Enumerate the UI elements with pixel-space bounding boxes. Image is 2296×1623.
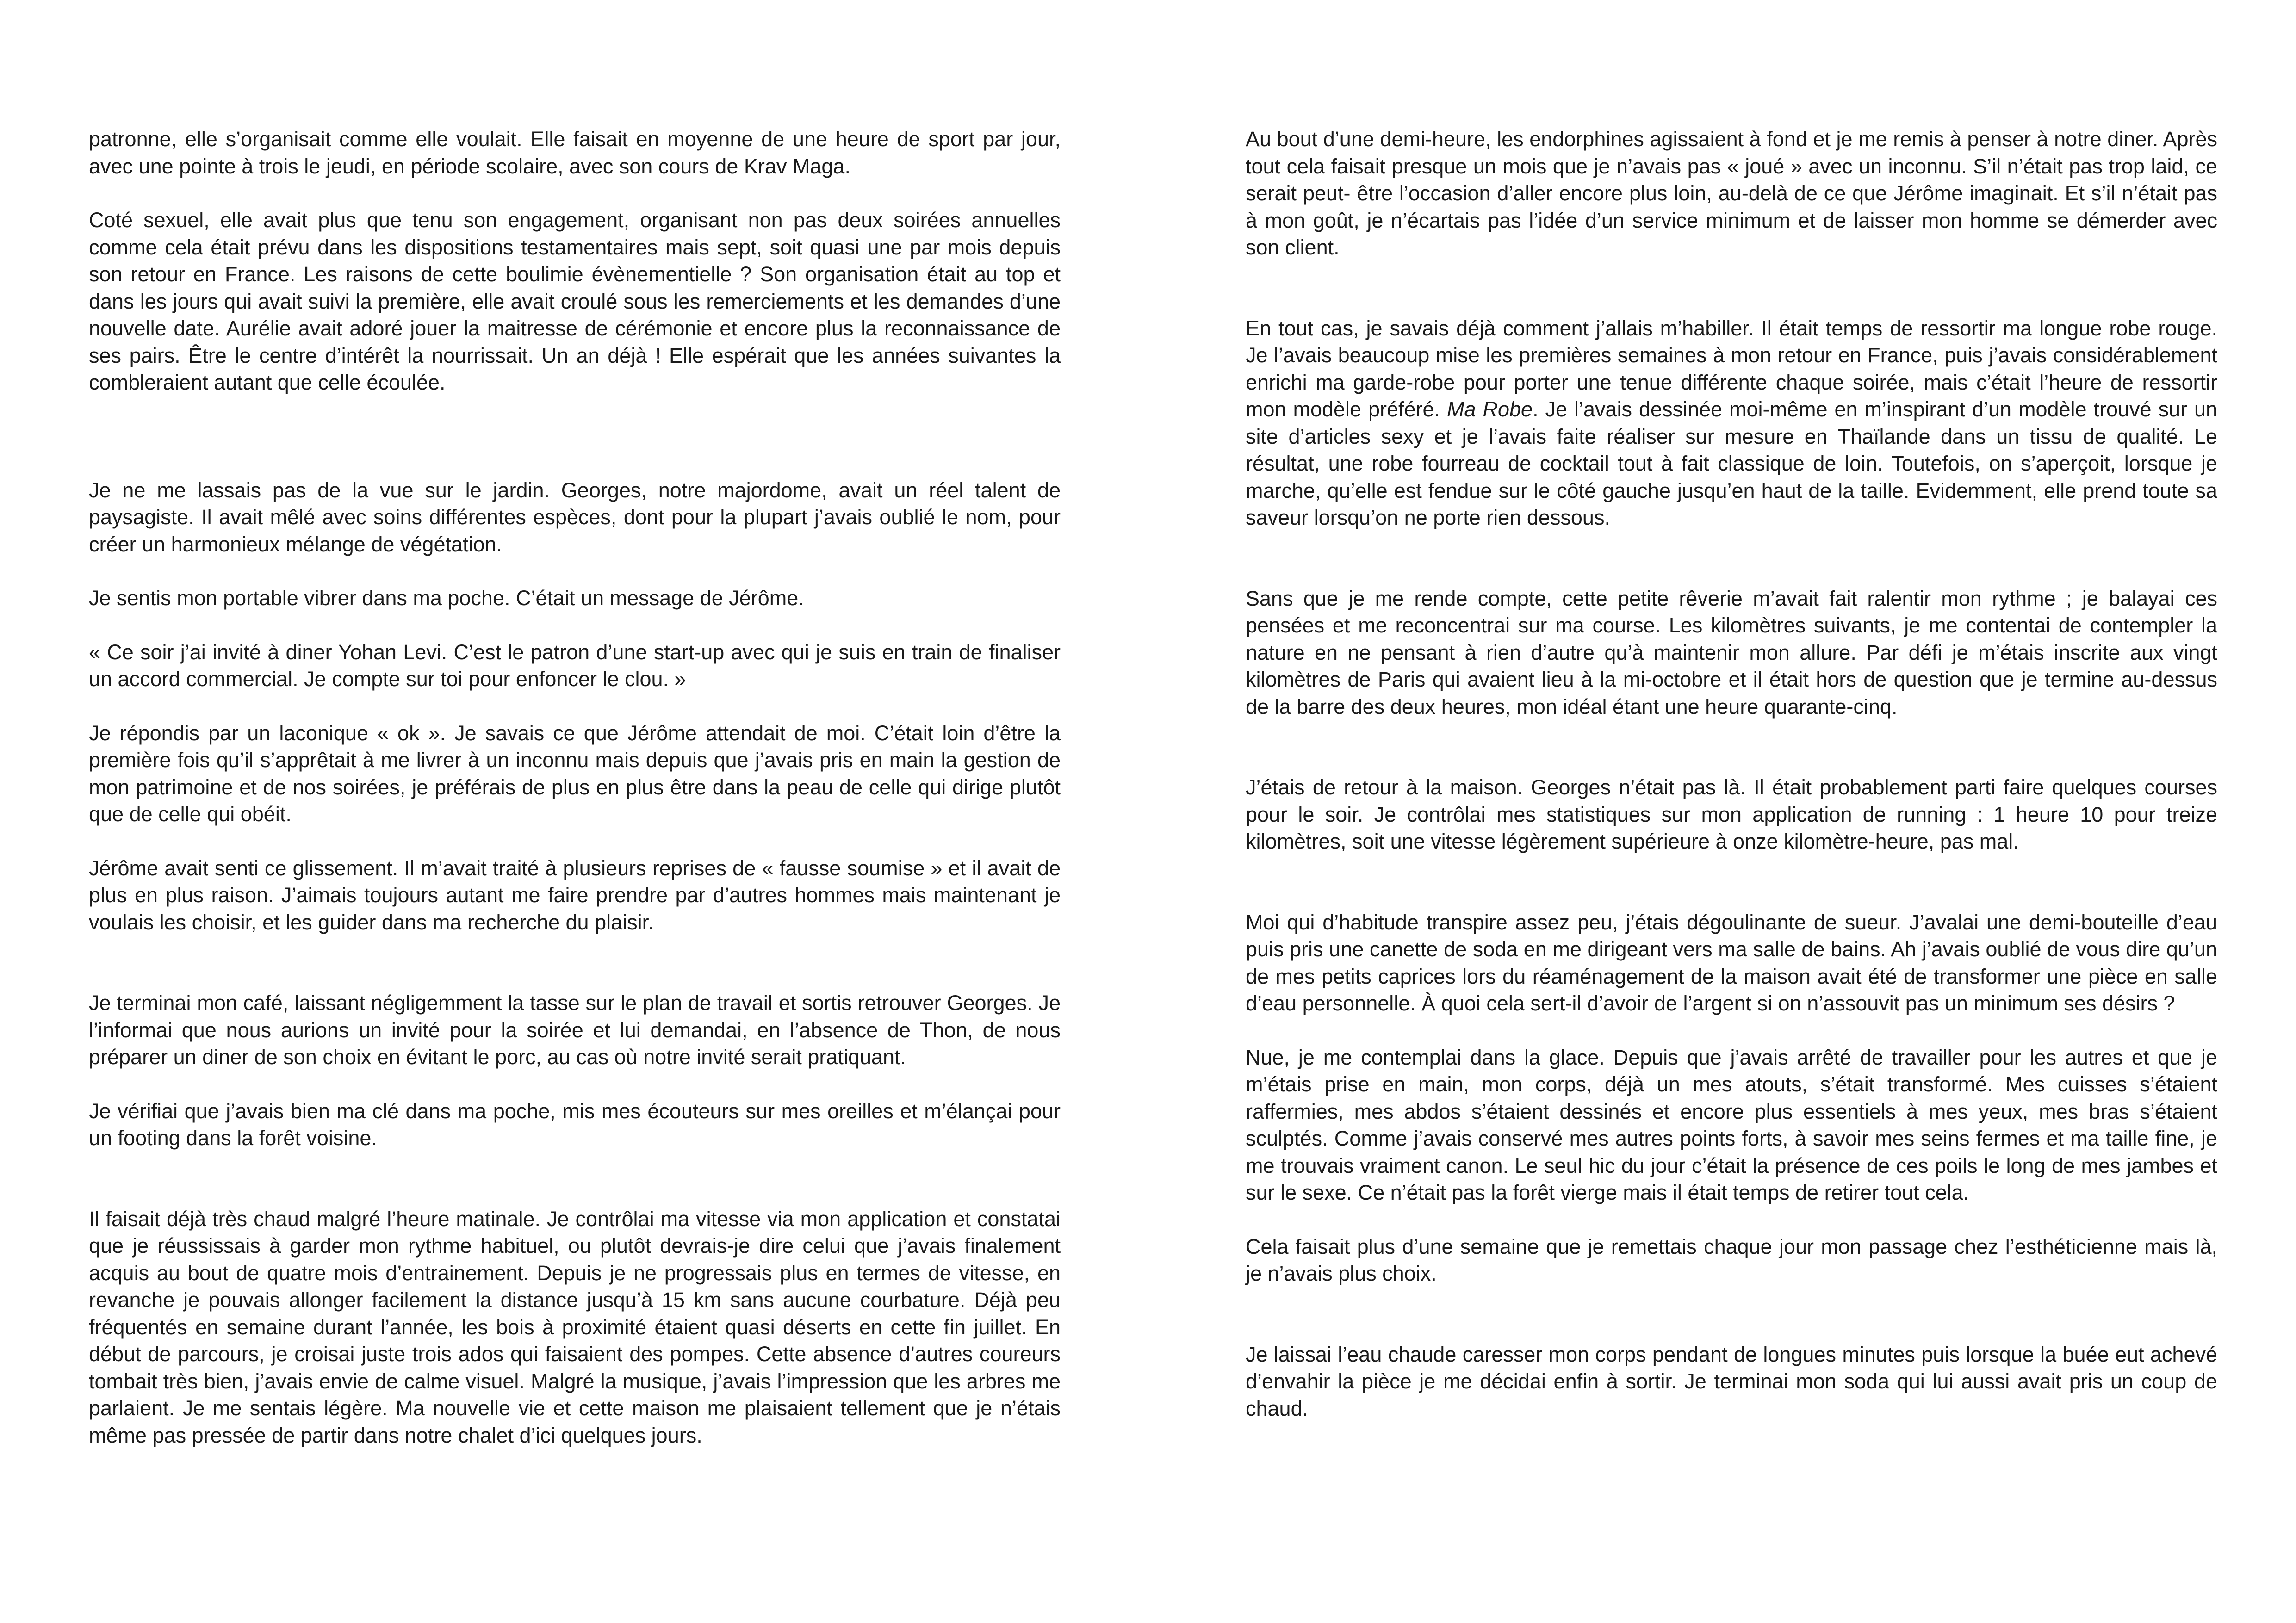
paragraph: Coté sexuel, elle avait plus que tenu son engagement, organisant non pas deux soirées annuelles comme cela était prévu dans les dispositions testamentaires mais sept, soit quasi une par mois depuis son retour en France. Les raisons de cette boulimie évènementielle ? Son organisation était au top et dans les jours qui avait suivi la première, elle avait croulé sous les remerciements et les demandes d’une nouvelle date. Aurélie avait adoré jouer la maitresse de cérémonie et encore plus la reconnaissance de ses pairs. Être le centre d’intérêt la nourrissait. Un an déjà ! Elle espérait que les années suivantes la combleraient autant que celle écoulée. bbox=[89, 208, 1061, 394]
paragraph: Jérôme avait senti ce glissement. Il m’avait traité à plusieurs reprises de « fausse soumise » et il avait de plus en plus raison. J’aimais toujours autant me faire prendre par d’autres hommes mais maintenant je voulais les choisir, et les guider dans ma recherche du plaisir. bbox=[89, 856, 1061, 934]
paragraph-text: En tout cas, je savais déjà comment j’allais m’habiller. Il était temps de ressortir ma longue robe rouge. Je l’avais beaucoup mise les premières semaines à mon retour en France, puis j’avais considérablement enrichi ma garde-robe pour porter une tenue différente chaque soirée, mais c’était l’heure de ressortir mon modèle préféré. bbox=[1246, 316, 2217, 421]
paragraph-text: . Je l’avais dessinée moi-même en m’inspirant d’un modèle trouvé sur un site d’articles sexy et je l’avais faite réaliser sur mesure en Thaïlande dans un tissu de qualité. Le résultat, une robe fourreau de cocktail tout à fait classique de loin. Toutefois, on s’aperçoit, lorsque je marche, qu’elle est fendue sur le côté gauche jusqu’en haut de la taille. Evidemment, elle prend toute sa saveur lorsqu’on ne porte rien dessous. bbox=[1246, 397, 2218, 529]
quoted-message: « Ce soir j’ai invité à diner Yohan Levi. C’est le patron d’une start-up avec qui je suis en train de finaliser un accord commercial. Je compte sur toi pour enfoncer le clou. » bbox=[89, 640, 1061, 691]
paragraph: Nue, je me contemplai dans la glace. Depuis que j’avais arrêté de travailler pour les autres et que je m’étais prise en main, mon corps, déjà un mes atouts, s’était transformé. Mes cuisses s’étaient raffermies, mes abdos s’étaient dessinés et encore plus essentiels à mes yeux, mes bras s’étaient sculptés. Comme j’avais conservé mes autres points forts, à savoir mes seins fermes et ma taille fine, je me trouvais vraiment canon. Le seul hic du jour c’était la présence de ces poils le long de mes jambes et sur le sexe. Ce n’était pas la forêt vierge mais il était temps de retirer tout cela. bbox=[1246, 1045, 2217, 1204]
paragraph: Sans que je me rende compte, cette petite rêverie m’avait fait ralentir mon rythme ; je balayai ces pensées et me reconcentrai sur ma course. Les kilomètres suivants, je me contentai de contempler la nature en ne pensant à rien d’autre qu’à maintenir mon allure. Par défi je m’étais inscrite aux vingt kilomètres de Paris qui avaient lieu à la mi-octobre et il était hors de question que je termine au-dessus de la barre des deux heures, mon idéal étant une heure quarante-cinq. bbox=[1246, 586, 2217, 719]
right-page bbox=[1246, 126, 2217, 1422]
paragraph: Je vérifiai que j’avais bien ma clé dans ma poche, mis mes écouteurs sur mes oreilles et m’élançai pour un footing dans la forêt voisine. bbox=[89, 1099, 1061, 1150]
paragraph: Je sentis mon portable vibrer dans ma poche. C’était un message de Jérôme. bbox=[89, 586, 804, 610]
paragraph: J’étais de retour à la maison. Georges n’était pas là. Il était probablement parti faire quelques courses pour le soir. Je contrôlai mes statistiques sur mon application de running : 1 heure 10 pour treize kilomètres, soit une vitesse légèrement supérieure à onze kilomètre-heure, pas mal. bbox=[1246, 775, 2217, 853]
paragraph: Moi qui d’habitude transpire assez peu, j’étais dégoulinante de sueur. J’avalai une demi-bouteille d’eau puis pris une canette de soda en me dirigeant vers ma salle de bains. Ah j’avais oublié de vous dire qu’un de mes petits caprices lors du réaménagement de la maison avait été de transformer une pièce en salle d’eau personnelle. À quoi cela sert-il d’avoir de l’argent si on n’assouvit pas un minimum ses désirs ? bbox=[1246, 910, 2217, 1015]
paragraph: Je laissai l’eau chaude caresser mon corps pendant de longues minutes puis lorsque la buée eut achevé d’envahir la pièce je me décidai enfin à sortir. Je terminai mon soda qui lui aussi avait pris un coup de chaud. bbox=[1246, 1342, 2217, 1420]
italic-title: Ma Robe bbox=[1447, 397, 1533, 421]
paragraph: Je répondis par un laconique « ok ». Je savais ce que Jérôme attendait de moi. C’était loin d’être la première fois qu’il s’apprêtait à me livrer à un inconnu mais depuis que j’avais pris en main la gestion de mon patrimoine et de nos soirées, je préférais de plus en plus être dans la peau de celle qui dirige plutôt que de celle qui obéit. bbox=[89, 721, 1061, 826]
paragraph: Au bout d’une demi-heure, les endorphines agissaient à fond et je me remis à penser à notre diner. Après tout cela faisait presque un mois que je n’avais pas « joué » avec un inconnu. S’il n’était pas trop laid, ce serait peut- être l’occasion d’aller encore plus loin, au-delà de ce que Jérôme imaginait. Et s’il n’était pas à mon goût, je n’écartais pas l’idée d’un service minimum et de laisser mon homme se démerder avec son client. bbox=[1246, 127, 2217, 259]
paragraph: patronne, elle s’organisait comme elle voulait. Elle faisait en moyenne de une heure de sport par jour, avec une pointe à trois le jeudi, en période scolaire, avec son cours de Krav Maga. bbox=[89, 127, 1061, 178]
paragraph: Il faisait déjà très chaud malgré l’heure matinale. Je contrôlai ma vitesse via mon application et constatai que je réussissais à garder mon rythme habituel, ou plutôt devrais-je dire celui que j’avais finalement acquis au bout de quatre mois d’entrainement. Depuis je ne progressais plus en termes de vitesse, en revanche je pouvais allonger facilement la distance jusqu’à 15 km sans aucune courbature. Déjà peu fréquentés en semaine durant l’année, les bois à proximité étaient quasi déserts en cette fin juillet. En début de parcours, je croisai juste trois ados qui faisaient des pompes. Cette absence d’autres coureurs tombait très bien, j’avais envie de calme visuel. Malgré la musique, j’avais l’impression que les arbres me parlaient. Je me sentais légère. Ma nouvelle vie et cette maison me plaisaient tellement que je n’étais même pas pressée de partir dans notre chalet d’ici quelques jours. bbox=[89, 1207, 1061, 1447]
paragraph: Je ne me lassais pas de la vue sur le jardin. Georges, notre majordome, avait un réel talent de paysagiste. Il avait mêlé avec soins différentes espèces, dont pour la plupart j’avais oublié le nom, pour créer un harmonieux mélange de végétation. bbox=[89, 478, 1061, 556]
paragraph: Je terminai mon café, laissant négligemment la tasse sur le plan de travail et sortis retrouver Georges. Je l’informai que nous aurions un invité pour la soirée et lui demandai, en l’absence de Thon, de nous préparer un diner de son choix en évitant le porc, au cas où notre invité serait pratiquant. bbox=[89, 991, 1061, 1069]
paragraph: Cela faisait plus d’une semaine que je remettais chaque jour mon passage chez l’esthéticienne mais là, je n’avais plus choix. bbox=[1246, 1234, 2217, 1285]
left-page bbox=[89, 126, 1061, 1449]
paragraph bbox=[1246, 315, 2217, 532]
